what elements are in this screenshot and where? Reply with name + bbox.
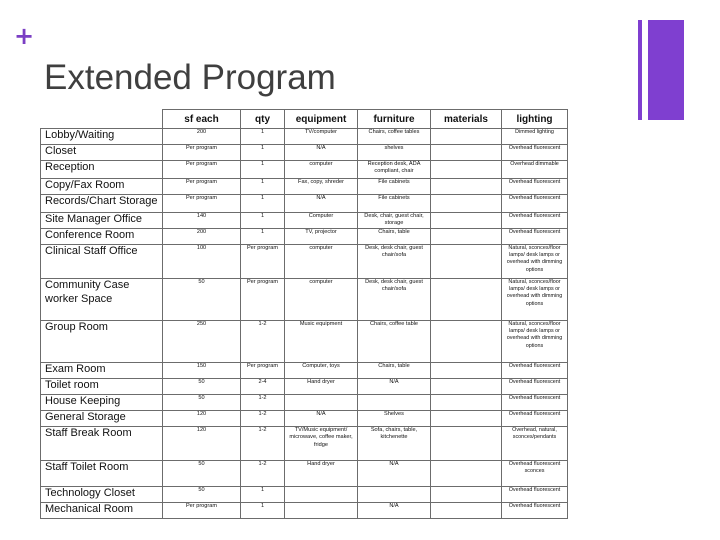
furniture-cell: shelves: [358, 145, 431, 161]
qty-cell: 1: [241, 487, 285, 503]
furniture-cell: [358, 395, 431, 411]
materials-cell: [431, 427, 502, 461]
lighting-cell: Overhead fluorescent: [502, 411, 568, 427]
equipment-cell: TV/Music equipment/ microwave, coffee maker, fridge: [285, 427, 358, 461]
equipment-cell: Music equipment: [285, 321, 358, 363]
furniture-cell: Desk, desk chair, guest chair/sofa: [358, 245, 431, 279]
lighting-cell: Overhead fluorescent: [502, 229, 568, 245]
table-row: [41, 229, 568, 245]
materials-cell: [431, 195, 502, 213]
qty-cell: Per program: [241, 279, 285, 321]
slide-title: Extended Program: [44, 58, 336, 97]
materials-cell: [431, 129, 502, 145]
furniture-cell: Desk, chair, guest chair, storage: [358, 213, 431, 229]
room-cell: Records/Chart Storage: [41, 195, 163, 213]
header-equipment: equipment: [285, 110, 358, 129]
lighting-cell: Natural, sconces/floor lamps/ desk lamps or overhead with dimming options: [502, 245, 568, 279]
materials-cell: [431, 411, 502, 427]
table-row: [41, 503, 568, 519]
equipment-cell: N/A: [285, 195, 358, 213]
equipment-cell: computer: [285, 161, 358, 179]
table-row: [41, 487, 568, 503]
materials-cell: [431, 213, 502, 229]
equipment-cell: Computer: [285, 213, 358, 229]
materials-cell: [431, 395, 502, 411]
qty-cell: 1-2: [241, 321, 285, 363]
room-cell: Toilet room: [41, 379, 163, 395]
sf-each-cell: 50: [163, 461, 241, 487]
sf-each-cell: 100: [163, 245, 241, 279]
materials-cell: [431, 487, 502, 503]
room-cell: Closet: [41, 145, 163, 161]
furniture-cell: Sofa, chairs, table, kitchenette: [358, 427, 431, 461]
sf-each-cell: Per program: [163, 161, 241, 179]
furniture-cell: Chairs, table: [358, 363, 431, 379]
header-sf-each: sf each: [163, 110, 241, 129]
qty-cell: 1-2: [241, 427, 285, 461]
equipment-cell: [285, 395, 358, 411]
lighting-cell: Overhead fluorescent: [502, 195, 568, 213]
table-row: [41, 279, 568, 321]
materials-cell: [431, 145, 502, 161]
room-cell: Group Room: [41, 321, 163, 363]
lighting-cell: Overhead fluorescent: [502, 503, 568, 519]
sf-each-cell: Per program: [163, 195, 241, 213]
furniture-cell: Chairs, coffee tables: [358, 129, 431, 145]
table-row: [41, 427, 568, 461]
sf-each-cell: 120: [163, 411, 241, 427]
materials-cell: [431, 321, 502, 363]
materials-cell: [431, 179, 502, 195]
lighting-cell: Overhead fluorescent: [502, 395, 568, 411]
equipment-cell: Hand dryer: [285, 461, 358, 487]
room-cell: Mechanical Room: [41, 503, 163, 519]
equipment-cell: N/A: [285, 411, 358, 427]
furniture-cell: File cabinets: [358, 179, 431, 195]
lighting-cell: Overhead fluorescent: [502, 487, 568, 503]
lighting-cell: Overhead fluorescent: [502, 363, 568, 379]
furniture-cell: Shelves: [358, 411, 431, 427]
sf-each-cell: 50: [163, 279, 241, 321]
lighting-cell: Overhead dimmable: [502, 161, 568, 179]
furniture-cell: N/A: [358, 379, 431, 395]
qty-cell: 1-2: [241, 411, 285, 427]
sf-each-cell: 200: [163, 229, 241, 245]
qty-cell: 1: [241, 145, 285, 161]
sf-each-cell: 250: [163, 321, 241, 363]
table-row: [41, 379, 568, 395]
program-table: [40, 109, 568, 519]
room-cell: Reception: [41, 161, 163, 179]
room-cell: Site Manager Office: [41, 213, 163, 229]
header-furniture: furniture: [358, 110, 431, 129]
materials-cell: [431, 245, 502, 279]
header-materials: materials: [431, 110, 502, 129]
table-row: [41, 411, 568, 427]
table-row: [41, 195, 568, 213]
room-cell: General Storage: [41, 411, 163, 427]
sf-each-cell: 200: [163, 129, 241, 145]
qty-cell: 1: [241, 229, 285, 245]
table-row: [41, 213, 568, 229]
table-row: [41, 395, 568, 411]
lighting-cell: Overhead fluorescent: [502, 179, 568, 195]
table-row: [41, 461, 568, 487]
qty-cell: 1: [241, 161, 285, 179]
materials-cell: [431, 503, 502, 519]
qty-cell: 1-2: [241, 395, 285, 411]
materials-cell: [431, 279, 502, 321]
equipment-cell: [285, 503, 358, 519]
accent-bar-thin: [638, 20, 642, 120]
room-cell: Lobby/Waiting: [41, 129, 163, 145]
header-lighting: lighting: [502, 110, 568, 129]
qty-cell: 1-2: [241, 461, 285, 487]
materials-cell: [431, 229, 502, 245]
equipment-cell: N/A: [285, 145, 358, 161]
qty-cell: 1: [241, 179, 285, 195]
table-row: [41, 245, 568, 279]
accent-bar-thick: [648, 20, 684, 120]
header-qty: qty: [241, 110, 285, 129]
table-body: [41, 129, 568, 519]
furniture-cell: Reception desk, ADA compliant, chair: [358, 161, 431, 179]
sf-each-cell: Per program: [163, 179, 241, 195]
room-cell: Exam Room: [41, 363, 163, 379]
furniture-cell: Chairs, table: [358, 229, 431, 245]
lighting-cell: Dimmed lighting: [502, 129, 568, 145]
lighting-cell: Overhead fluorescent: [502, 213, 568, 229]
room-cell: Copy/Fax Room: [41, 179, 163, 195]
lighting-cell: Overhead, natural, sconces/pendants: [502, 427, 568, 461]
materials-cell: [431, 461, 502, 487]
materials-cell: [431, 161, 502, 179]
sf-each-cell: Per program: [163, 503, 241, 519]
sf-each-cell: 50: [163, 487, 241, 503]
equipment-cell: computer: [285, 245, 358, 279]
sf-each-cell: 50: [163, 379, 241, 395]
room-cell: Staff Toilet Room: [41, 461, 163, 487]
equipment-cell: computer: [285, 279, 358, 321]
qty-cell: 1: [241, 503, 285, 519]
sf-each-cell: 50: [163, 395, 241, 411]
sf-each-cell: 120: [163, 427, 241, 461]
equipment-cell: Fax, copy, shreder: [285, 179, 358, 195]
lighting-cell: Natural, sconces/floor lamps/ desk lamps or overhead with dimming options: [502, 279, 568, 321]
sf-each-cell: 140: [163, 213, 241, 229]
equipment-cell: [285, 487, 358, 503]
room-cell: Conference Room: [41, 229, 163, 245]
furniture-cell: File cabinets: [358, 195, 431, 213]
plus-icon: +: [14, 22, 35, 50]
table-row: [41, 321, 568, 363]
lighting-cell: Overhead fluorescent: [502, 145, 568, 161]
lighting-cell: Natural, sconces/floor lamps/ desk lamps or overhead with dimming options: [502, 321, 568, 363]
equipment-cell: TV/computer: [285, 129, 358, 145]
qty-cell: 1: [241, 195, 285, 213]
equipment-cell: TV, projector: [285, 229, 358, 245]
lighting-cell: Overhead fluorescent sconces: [502, 461, 568, 487]
table-row: [41, 129, 568, 145]
furniture-cell: Desk, desk chair, guest chair/sofa: [358, 279, 431, 321]
table-row: [41, 363, 568, 379]
room-cell: Community Case worker Space: [41, 279, 163, 321]
materials-cell: [431, 363, 502, 379]
room-cell: Clinical Staff Office: [41, 245, 163, 279]
qty-cell: 1: [241, 129, 285, 145]
room-cell: Staff Break Room: [41, 427, 163, 461]
equipment-cell: Computer, toys: [285, 363, 358, 379]
furniture-cell: N/A: [358, 461, 431, 487]
lighting-cell: Overhead fluorescent: [502, 379, 568, 395]
sf-each-cell: 150: [163, 363, 241, 379]
qty-cell: 2-4: [241, 379, 285, 395]
sf-each-cell: Per program: [163, 145, 241, 161]
equipment-cell: Hand dryer: [285, 379, 358, 395]
room-cell: Technology Closet: [41, 487, 163, 503]
qty-cell: 1: [241, 213, 285, 229]
table-row: [41, 161, 568, 179]
qty-cell: Per program: [241, 363, 285, 379]
qty-cell: Per program: [241, 245, 285, 279]
table-row: [41, 145, 568, 161]
room-cell: House Keeping: [41, 395, 163, 411]
materials-cell: [431, 379, 502, 395]
table-row: [41, 179, 568, 195]
table-header-row: [41, 110, 568, 129]
furniture-cell: [358, 487, 431, 503]
furniture-cell: N/A: [358, 503, 431, 519]
header-blank-cell: [41, 110, 163, 129]
furniture-cell: Chairs, coffee table: [358, 321, 431, 363]
